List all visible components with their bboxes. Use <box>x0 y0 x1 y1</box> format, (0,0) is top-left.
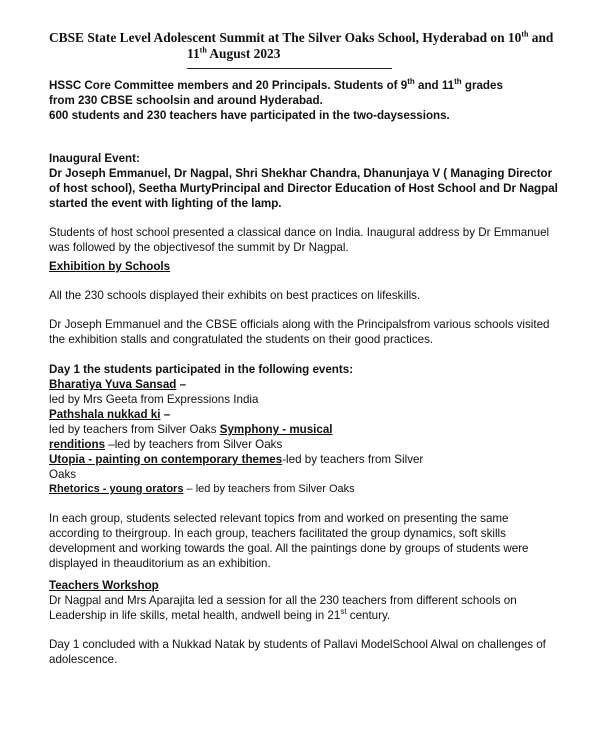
event-rhetorics-line: Rhetorics - young orators – led by teachers from Silver Oaks <box>49 483 355 495</box>
title-underline <box>187 68 392 69</box>
workshop-heading: Teachers Workshop <box>49 579 159 592</box>
exhibition-heading: Exhibition by Schools <box>49 260 171 273</box>
exhibition-para-2-line-2: the exhibition stalls and congratulated the students on their good practices. <box>49 333 434 346</box>
title-line-2: 11th August 2023 <box>187 45 281 61</box>
exhibition-para-2-line-1: Dr Joseph Emmanuel and the CBSE officials along with the Principalsfrom various schools visited <box>49 318 550 331</box>
closing-line-2: adolescence. <box>49 653 118 666</box>
closing-line-1: Day 1 concluded with a Nukkad Natak by students of Pallavi ModelSchool Alwal on challenges of <box>49 638 546 651</box>
inaugural-line-3: started the event with lighting of the lamp. <box>49 197 282 210</box>
workshop-line-2: Leadership in life skills, metal health, andwell being in 21st century. <box>49 607 391 622</box>
day1-para-line-4: displayed in theauditorium as an exhibition. <box>49 557 271 570</box>
exhibition-para-1: All the 230 schools displayed their exhibits on best practices on lifeskills. <box>49 289 421 302</box>
event-bharatiya-leader: led by Mrs Geeta from Expressions India <box>49 393 259 406</box>
day1-heading: Day 1 the students participated in the following events: <box>49 363 354 376</box>
event-utopia-line: Utopia - painting on contemporary themes-led by teachers from Silver <box>49 453 424 466</box>
inaugural-para-line-1: Students of host school presented a classical dance on India. Inaugural address by Dr Emmanuel <box>49 226 550 239</box>
inaugural-line-2: of host school), Seetha MurtyPrincipal and Director Education of Host School and Dr Nagpal <box>49 182 558 195</box>
event-symphony-line: renditions –led by teachers from Silver Oaks <box>49 438 283 451</box>
day1-para-line-1: In each group, students selected relevant topics from and worked on presenting the same <box>49 512 509 525</box>
workshop-line-1: Dr Nagpal and Mrs Aparajita led a session for all the 230 teachers from different schools on <box>49 594 517 607</box>
day1-para-line-2: according to theirgroup. In each group, teachers facilitated the group dynamics, soft skills <box>49 527 506 540</box>
inaugural-heading: Inaugural Event: <box>49 152 140 165</box>
day1-para-line-3: development and working towards the goal. All the paintings done by groups of students were <box>49 542 529 555</box>
participants-line-3: 600 students and 230 teachers have participated in the two-daysessions. <box>49 109 450 122</box>
event-utopia-leader-cont: Oaks <box>49 468 77 481</box>
participants-line-2: from 230 CBSE schoolsin and around Hyderabad. <box>49 94 323 107</box>
event-bharatiya-title: Bharatiya Yuva Sansad – <box>49 378 187 391</box>
event-pathshala-title: Pathshala nukkad ki – <box>49 408 171 421</box>
title-line-1: CBSE State Level Adolescent Summit at The Silver Oaks School, Hyderabad on 10th and <box>49 29 554 45</box>
event-pathshala-leader: led by teachers from Silver Oaks Symphony - musical <box>49 423 333 436</box>
inaugural-line-1: Dr Joseph Emmanuel, Dr Nagpal, Shri Shekhar Chandra, Dhanunjaya V ( Managing Director <box>49 167 553 180</box>
inaugural-para-line-2: was followed by the objectivesof the summit by Dr Nagpal. <box>49 241 349 254</box>
participants-line-1: HSSC Core Committee members and 20 Principals. Students of 9th and 11th grades <box>49 77 503 92</box>
